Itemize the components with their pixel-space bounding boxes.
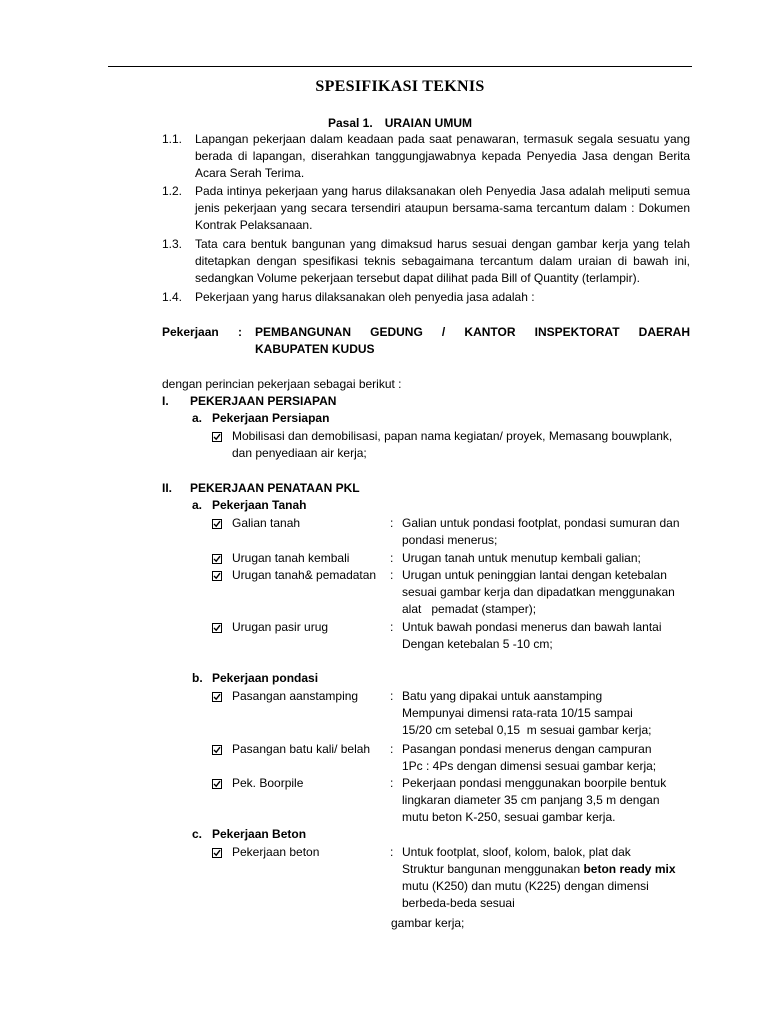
top-rule — [108, 66, 692, 67]
beton-last-line: gambar kerja; — [391, 916, 465, 930]
persiapan-item: Mobilisasi dan demobilisasi, papan nama kegiatan/ proyek, Memasang bouwplank, dan penyediaan air kerja; — [212, 428, 692, 462]
document-page: SPESIFIKASI TEKNIS Pasal 1. URAIAN UMUM 1.1. Lapangan pekerjaan dalam keadaan pada saat penawaran, termasuk segala sesuatu yang berada di lapangan, diserahkan tanggungjawabnya kepada Penyedia Jasa dengan Berita Acara Serah Terima. 1.2. Pada intinya pekerjaan yang harus dilaksanakan oleh Penyedia Jasa adalah meliputi semua jenis pekerjaan yang secara tersendiri ataupun bersama-sama tercantum dalam : Dokumen Kontrak Pelaksanaan. 1.3. Tata cara bentuk bangunan yang dimaksud harus sesuai dengan gambar kerja yang telah ditetapkan dengan spesifikasi teknis sebagaimana tercantum dalam uraian di bawah ini, sedangkan Volume pekerjaan tersebut dapat dilihat pada Bill of Quantity (terlampir). 1.4. Pekerjaan yang harus dilaksanakan oleh penyedia jasa adalah : Pekerjaan : PEMBANGUNAN GEDUNG / KANTOR INSPEKTORAT DAERAH KABUPATEN KUDUS dengan perincian pekerjaan sebagai berikut : I. PEKERJAAN PERSIAPAN a. Pekerjaan Persiapan Mobilisasi dan demobilisasi, papan nama kegiatan/ proyek, Memasang bouwplank, dan penyediaan air kerja; II. PEKERJAAN PENATAAN PKL a. Pekerjaan Tanah Galian tanah : Galian untuk pondasi footplat, pondasi sumuran dan pondasi menerus; Urugan tanah kembali : Urugan tanah untuk menutup kembali galian; Urugan tanah& pemadatan : Urugan untuk peninggian lantai dengan ketebalan sesuai gambar kerja dan dipadatkan menggunakan alat pemadat (stamper); Urugan pasir urug : Untuk bawah pondasi menerus dan bawah lantai Dengan ketebalan 5 -10 cm; b. Pekerjaan pondasi Pasangan aanstamping : Batu yang dipakai untuk aanstamping Mempunyai dimensi rata-rata 10/15 sampai 15/20 cm setebal 0,15 m sesuai gambar kerja; Pasangan batu kali/ belah : Pasangan pondasi menerus dengan campuran 1Pc : 4Ps dengan dimensi sesuai gambar kerja; Pek. Boorpile : Pekerjaan pondasi menggunakan boorpile bentuk lingkaran diameter 35 cm panjang 3,5 m dengan mutu beton K-250, sesuai gambar kerja. c. Pekerjaan Beton Pekerjaan beton : Untuk footplat, sloof, kolom, balok, plat dak Struktur bangunan menggunakan beton ready mix mutu (K250) dan mutu (K225) dengan dimensi berbeda-beda sesuai gambar kerja; — [0, 0, 768, 1024]
spec-row-batu-kali: Pasangan batu kali/ belah : Pasangan pondasi menerus dengan campuran 1Pc : 4Ps dengan dimensi sesuai gambar kerja; — [212, 741, 692, 775]
spec-row-beton: Pekerjaan beton : Untuk footplat, sloof, kolom, balok, plat dak Struktur bangunan menggunakan beton ready mix mutu (K250) dan mutu (K225) dengan dimensi berbeda-beda sesuai — [212, 844, 692, 912]
spec-row-urugan-kembali: Urugan tanah kembali : Urugan tanah untuk menutup kembali galian; — [212, 550, 692, 567]
spec-row-galian-tanah: Galian tanah : Galian untuk pondasi footplat, pondasi sumuran dan pondasi menerus; — [212, 515, 692, 549]
spec-row-urugan-pemadatan: Urugan tanah& pemadatan : Urugan untuk peninggian lantai dengan ketebalan sesuai gambar kerja dan dipadatkan menggunakan alat pemadat (stamper); — [212, 567, 692, 618]
general-item-1-1: 1.1. Lapangan pekerjaan dalam keadaan pada saat penawaran, termasuk segala sesuatu yang berada di lapangan, diserahkan tanggungjawabnya kepada Penyedia Jasa dengan Berita Acara Serah Terima. — [162, 132, 690, 180]
checkbox-icon — [212, 554, 222, 564]
project-colon: : — [238, 325, 242, 339]
project-name: PEMBANGUNAN GEDUNG / KANTOR INSPEKTORAT DAERAH KABUPATEN KUDUS — [255, 325, 690, 356]
spec-row-aanstamping: Pasangan aanstamping : Batu yang dipakai untuk aanstamping Mempunyai dimensi rata-rata 10/15 sampai 15/20 cm setebal 0,15 m sesuai gambar kerja; — [212, 688, 692, 739]
spec-row-boorpile: Pek. Boorpile : Pekerjaan pondasi menggunakan boorpile bentuk lingkaran diameter 35 cm panjang 3,5 m dengan mutu beton K-250, sesuai gambar kerja. — [212, 775, 692, 826]
general-item-1-2: 1.2. Pada intinya pekerjaan yang harus dilaksanakan oleh Penyedia Jasa adalah meliputi semua jenis pekerjaan yang secara tersendiri ataupun bersama-sama tercantum dalam : Dokumen Kontrak Pelaksanaan. — [162, 184, 690, 232]
checkbox-icon — [212, 692, 222, 702]
general-item-1-3: 1.3. Tata cara bentuk bangunan yang dimaksud harus sesuai dengan gambar kerja yang telah ditetapkan dengan spesifikasi teknis sebagaimana tercantum dalam uraian di bawah ini, sedangkan Volume pekerjaan tersebut dapat dilihat pada Bill of Quantity (terlampir). — [162, 237, 690, 285]
project-block — [162, 324, 690, 358]
general-item-1-4: 1.4. Pekerjaan yang harus dilaksanakan oleh penyedia jasa adalah : — [162, 290, 535, 304]
checkbox-icon — [212, 519, 222, 529]
project-label: Pekerjaan — [162, 325, 219, 339]
checkbox-icon — [212, 745, 222, 755]
pasal-heading — [108, 116, 692, 130]
pasal-number: Pasal 1. — [327, 116, 373, 130]
checkbox-icon — [212, 848, 222, 858]
checkbox-icon — [212, 779, 222, 789]
pasal-name: URAIAN UMUM — [384, 116, 473, 130]
checkbox-icon — [212, 623, 222, 633]
checkbox-icon — [212, 571, 222, 581]
spec-row-pasir-urug: Urugan pasir urug : Untuk bawah pondasi menerus dan bawah lantai Dengan ketebalan 5 -10 cm; — [212, 619, 692, 653]
checkbox-icon — [212, 432, 222, 442]
intro-text: dengan perincian pekerjaan sebagai berikut : — [162, 377, 402, 391]
document-title: SPESIFIKASI TEKNIS — [315, 78, 485, 95]
